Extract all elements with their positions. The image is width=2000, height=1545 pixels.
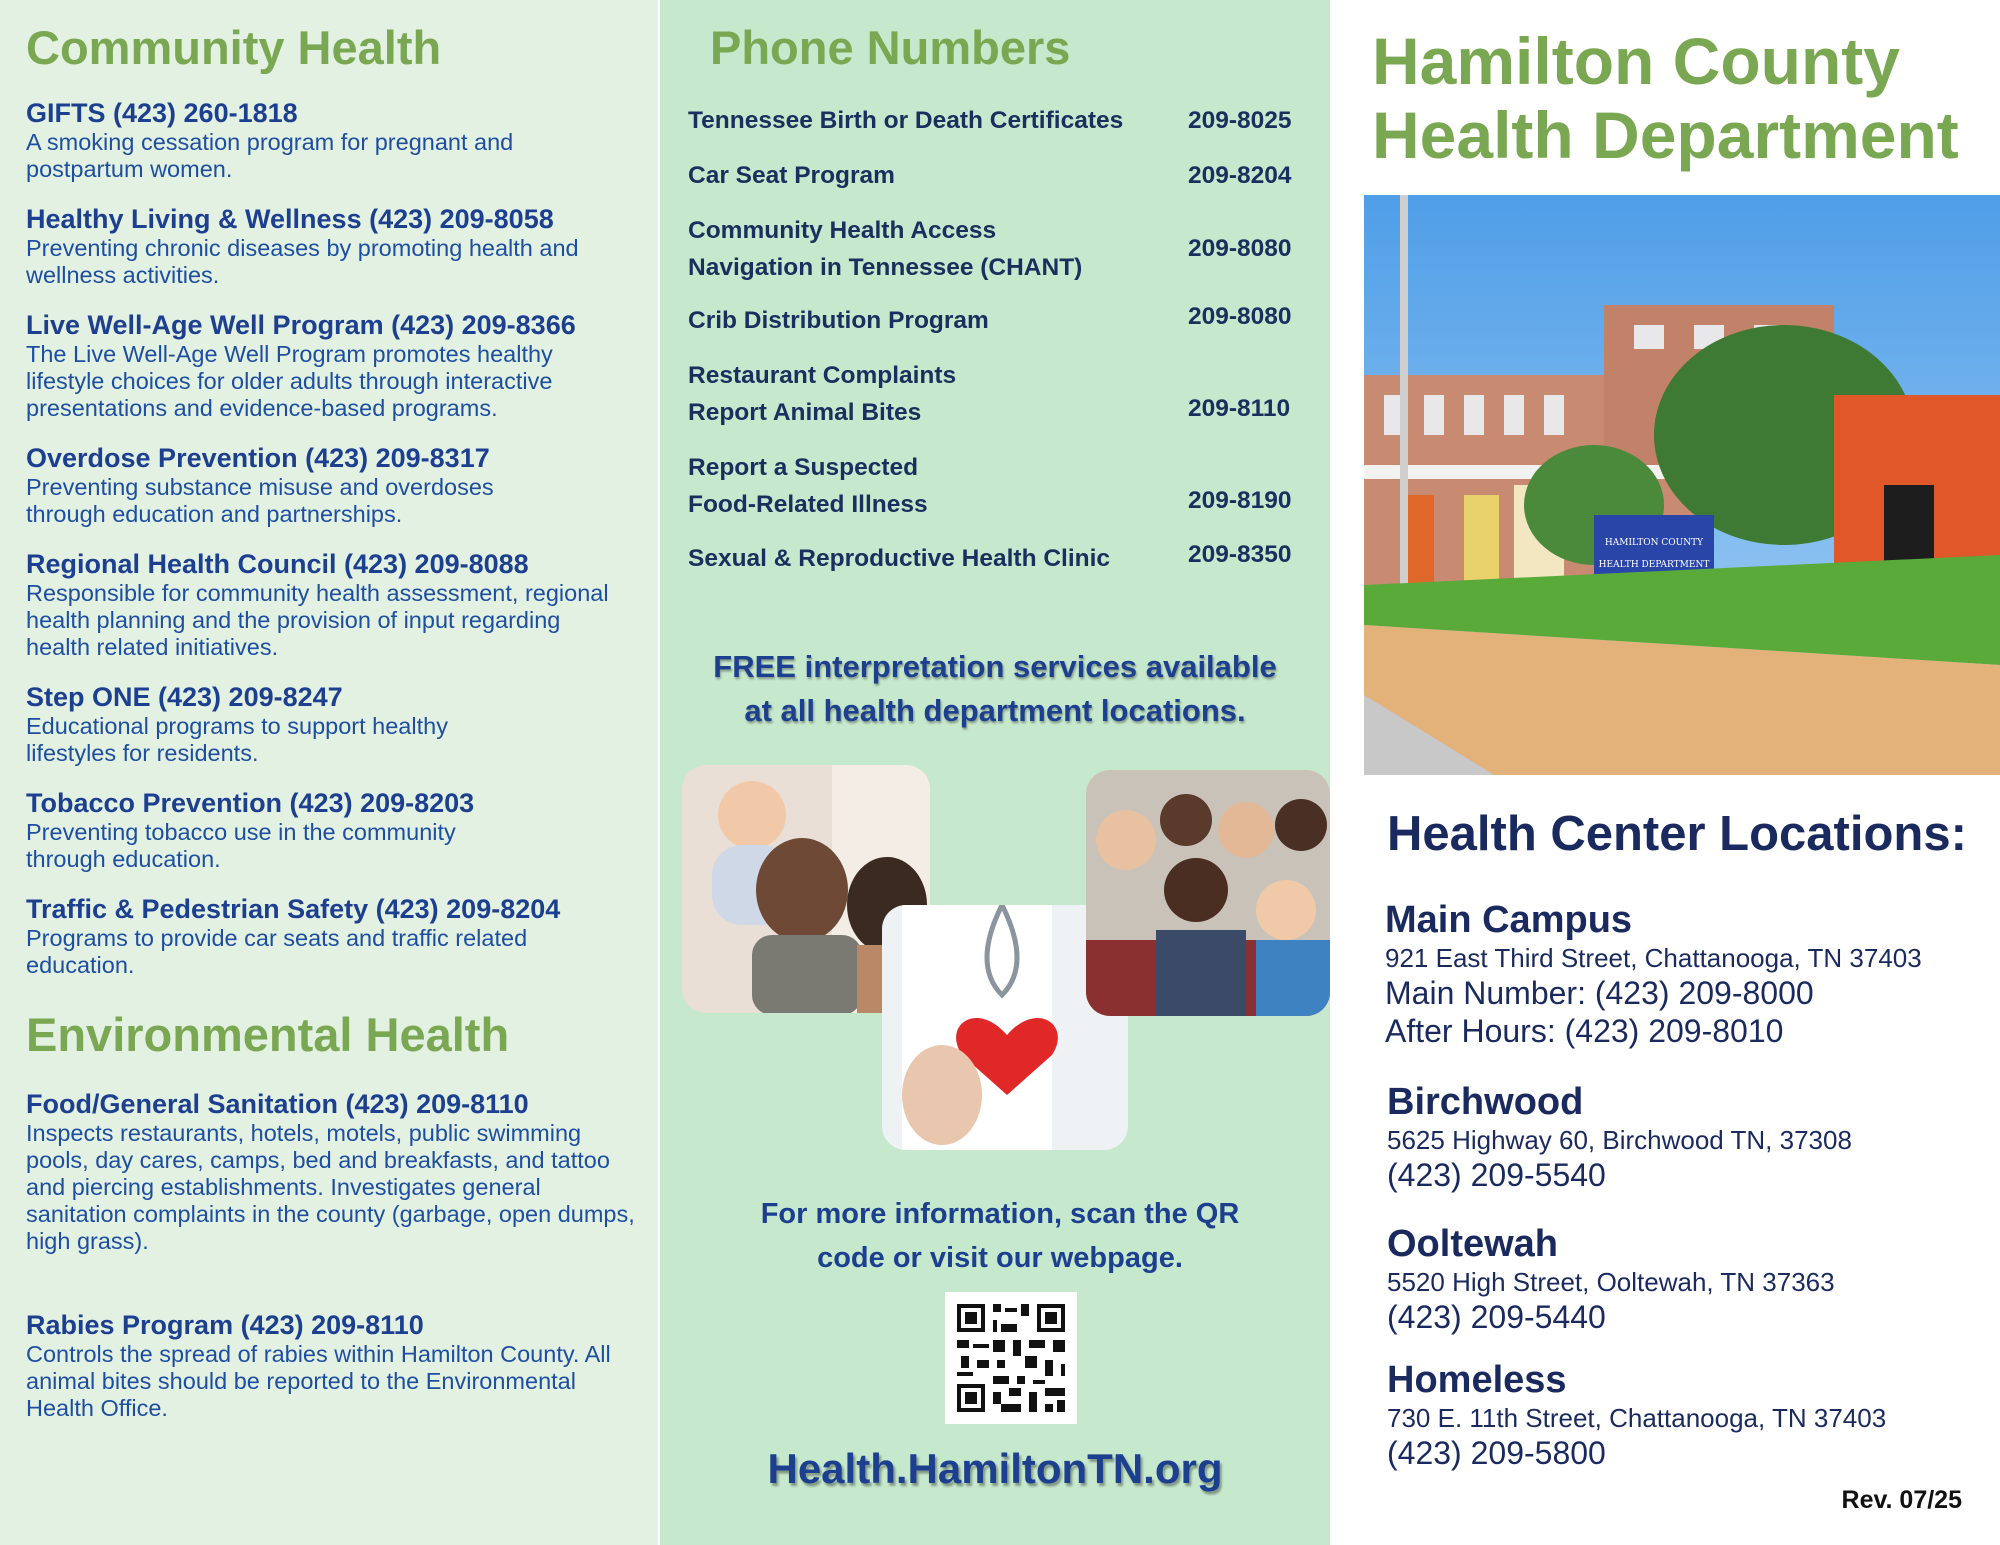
program-title: Rabies Program (423) 209-8110 <box>26 1310 424 1340</box>
sign-text-2: HEALTH DEPARTMENT <box>1598 560 1710 570</box>
program-title: GIFTS (423) 260-1818 <box>26 98 298 128</box>
program-title: Overdose Prevention (423) 209-8317 <box>26 443 490 473</box>
locations-title: Health Center Locations: <box>1387 807 1967 861</box>
phone-number: 209-8190 <box>1188 487 1292 514</box>
program-title: Regional Health Council (423) 209-8088 <box>26 549 529 579</box>
location-homeless <box>1387 1358 1886 1472</box>
location-address: 5625 Highway 60, Birchwood TN, 37308 <box>1387 1125 1852 1155</box>
program-title: Healthy Living & Wellness (423) 209-8058 <box>26 204 554 234</box>
program-title: Step ONE (423) 209-8247 <box>26 682 343 712</box>
phone-number: 209-8350 <box>1188 541 1292 568</box>
location-name: Ooltewah <box>1387 1223 1559 1265</box>
location-main-campus <box>1385 898 1922 1050</box>
location-name: Homeless <box>1387 1359 1567 1401</box>
location-name: Birchwood <box>1387 1081 1584 1123</box>
program-desc: Educational programs to support healthy lifestyles for residents. <box>26 713 448 766</box>
free-interpretation-notice <box>680 645 1310 733</box>
location-address: 921 East Third Street, Chattanooga, TN 37403 <box>1385 943 1922 973</box>
program-title: Tobacco Prevention (423) 209-8203 <box>26 788 475 818</box>
phone-service-name: Community Health Access Navigation in Tennessee (CHANT) <box>688 217 1083 281</box>
more-info-text <box>700 1192 1300 1280</box>
program-overdose <box>26 442 632 528</box>
phone-numbers-panel <box>660 0 1330 1545</box>
location-phone: (423) 209-5540 <box>1387 1157 1606 1193</box>
community-health-panel <box>0 0 660 1545</box>
title-line-2: Health Department <box>1372 98 1959 172</box>
program-desc: Preventing tobacco use in the community through education. <box>26 819 456 872</box>
location-ooltewah <box>1387 1222 1835 1336</box>
environmental-health-title: Environmental Health <box>26 1008 510 1061</box>
location-birchwood <box>1387 1080 1852 1194</box>
program-desc: Controls the spread of rabies within Hamilton County. All animal bites should be reported to the Environmental Health Office. <box>26 1341 611 1421</box>
location-name: Main Campus <box>1385 899 1633 941</box>
location-phone: (423) 209-5440 <box>1387 1299 1606 1335</box>
program-live-well <box>26 309 632 422</box>
program-traffic-safety <box>26 893 632 979</box>
program-desc: Inspects restaurants, hotels, motels, public swimming pools, day cares, camps, bed and breakfasts, and tattoo and piercing establishments. Investigates general sanitation complaints in the county (garbage, open dumps, high grass). <box>26 1120 635 1254</box>
program-desc: Preventing chronic diseases by promoting health and wellness activities. <box>26 235 579 288</box>
program-desc: The Live Well-Age Well Program promotes healthy lifestyle choices for older adults through interactive presentations and evidence-based programs. <box>26 341 553 421</box>
phone-service-name: Restaurant Complaints Report Animal Bites <box>688 362 957 426</box>
website-url[interactable]: Health.HamiltonTN.org <box>767 1445 1223 1492</box>
locations-panel <box>1330 0 2000 1545</box>
location-main-number: Main Number: (423) 209-8000 <box>1385 975 1814 1011</box>
phone-number: 209-8080 <box>1188 303 1292 330</box>
program-food-sanitation <box>26 1088 635 1255</box>
program-step-one <box>26 681 632 767</box>
program-title: Food/General Sanitation (423) 209-8110 <box>26 1089 529 1119</box>
phone-number: 209-8080 <box>1188 235 1292 262</box>
sign-text-1: HAMILTON COUNTY <box>1604 538 1704 548</box>
building-photo <box>1364 195 2000 775</box>
revision-date: Rev. 07/25 <box>1841 1486 1962 1514</box>
department-title <box>1372 24 1959 172</box>
program-desc: Preventing substance misuse and overdoses through education and partnerships. <box>26 474 494 527</box>
phone-service-name: Tennessee Birth or Death Certificates <box>688 107 1124 134</box>
phone-service-name: Crib Distribution Program <box>688 307 989 334</box>
phone-service-name: Report a Suspected Food-Related Illness <box>688 454 928 518</box>
program-desc: Programs to provide car seats and traffic related education. <box>26 925 528 978</box>
free-line-2: at all health department locations. <box>744 693 1246 728</box>
free-line-1: FREE interpretation services available <box>713 649 1277 684</box>
program-desc: A smoking cessation program for pregnant and postpartum women. <box>26 129 514 182</box>
title-line-1: Hamilton County <box>1372 24 1900 98</box>
program-gifts <box>26 97 632 183</box>
program-rabies <box>26 1309 632 1422</box>
location-phone: (423) 209-5800 <box>1387 1435 1606 1471</box>
qr-code[interactable] <box>945 1292 1077 1424</box>
program-title: Live Well-Age Well Program (423) 209-8366 <box>26 310 576 340</box>
location-address: 5520 High Street, Ooltewah, TN 37363 <box>1387 1267 1835 1297</box>
program-desc: Responsible for community health assessment, regional health planning and the provision of input regarding health related initiatives. <box>26 580 609 660</box>
phone-service-name: Car Seat Program <box>688 162 895 189</box>
location-address: 730 E. 11th Street, Chattanooga, TN 37403 <box>1387 1403 1887 1433</box>
more-line-2: code or visit our webpage. <box>817 1242 1183 1274</box>
more-line-1: For more information, scan the QR <box>760 1198 1240 1230</box>
program-regional-council <box>26 548 632 661</box>
phone-number: 209-8204 <box>1188 162 1292 189</box>
program-healthy-living <box>26 203 632 289</box>
location-after-hours: After Hours: (423) 209-8010 <box>1385 1013 1784 1049</box>
phone-number: 209-8025 <box>1188 107 1292 134</box>
phone-number: 209-8110 <box>1188 395 1291 422</box>
community-health-title: Community Health <box>26 21 442 74</box>
group-photo <box>1086 770 1330 1016</box>
program-tobacco <box>26 787 632 873</box>
phone-numbers-title: Phone Numbers <box>710 21 1071 74</box>
program-title: Traffic & Pedestrian Safety (423) 209-8204 <box>26 894 561 924</box>
phone-service-name: Sexual & Reproductive Health Clinic <box>688 545 1111 572</box>
